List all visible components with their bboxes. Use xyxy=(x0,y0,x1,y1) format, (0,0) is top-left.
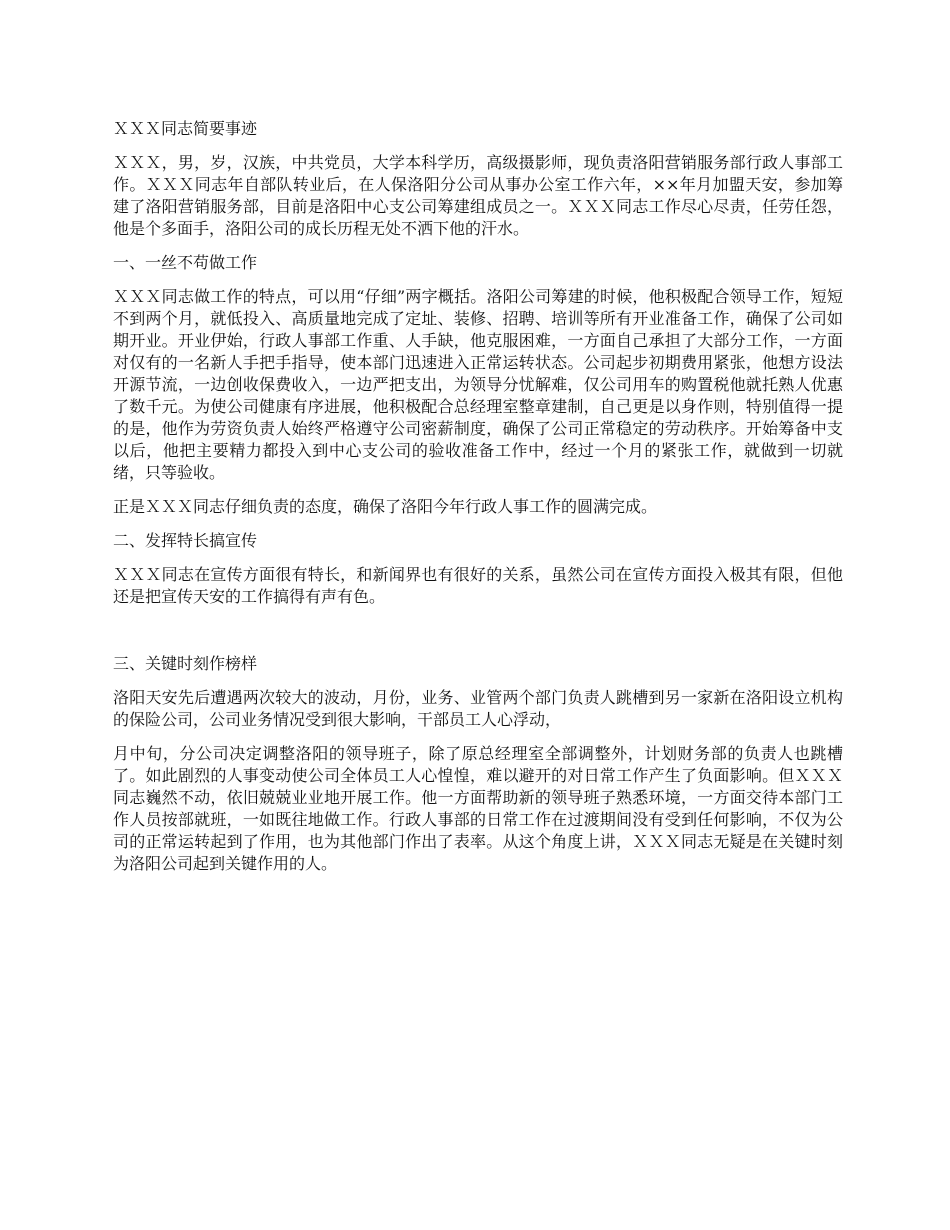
section-3-paragraph-2: 月中旬，分公司决定调整洛阳的领导班子，除了原总经理室全部调整外，计划财务部的负责人也跳槽了。如此剧烈的人事变动使公司全体员工人心惶惶，难以避开的对日常工作产生了负面影响。但ＸＸＸ同志巍然不动，依旧兢兢业业地开展工作。他一方面帮助新的领导班子熟悉环境，一方面交待本部门工作人员按部就班，一如既往地做工作。行政人事部的日常工作在过渡期间没有受到任何影响，不仅为公司的正常运转起到了作用，也为其他部门作出了表率。从这个角度上讲，ＸＸＸ同志无疑是在关键时刻为洛阳公司起到关键作用的人。 xyxy=(113,744,843,873)
section-2-heading: 二、发挥特长搞宣传 xyxy=(113,531,258,550)
section-2-paragraph-1: ＸＸＸ同志在宣传方面很有特长，和新闻界也有很好的关系，虽然公司在宣传方面投入极其有限，但他还是把宣传天安的工作搞得有声有色。 xyxy=(113,565,843,606)
section-1-heading: 一、一丝不苟做工作 xyxy=(113,253,258,272)
document-page xyxy=(113,118,843,887)
section-1-paragraph-2: 正是ＸＸＸ同志仔细负责的态度，确保了洛阳今年行政人事工作的圆满完成。 xyxy=(113,497,658,516)
section-1-paragraph-1: ＸＸＸ同志做工作的特点，可以用“仔细”两字概括。洛阳公司筹建的时候，他积极配合领导工作，短短不到两个月，就低投入、高质量地完成了定址、装修、招聘、培训等所有开业准备工作，确保了公司如期开业。开业伊始，行政人事部工作重、人手缺，他克服困难，一方面自己承担了大部分工作，一方面对仅有的一名新人手把手指导，使本部门迅速进入正常运转状态。公司起步初期费用紧张，他想方设法开源节流，一边创收保费收入，一边严把支出，为领导分忧解难，仅公司用车的购置税他就托熟人优惠了数千元。为使公司健康有序进展，他积极配合总经理室整章建制，自己更是以身作则，特别值得一提的是，他作为劳资负责人始终严格遵守公司密薪制度，确保了公司正常稳定的劳动秩序。开始筹备中支以后，他把主要精力都投入到中心支公司的验收准备工作中，经过一个月的紧张工作，就做到一切就绪，只等验收。 xyxy=(113,287,843,482)
section-3-heading: 三、关键时刻作榜样 xyxy=(113,654,258,673)
section-gap xyxy=(113,620,843,653)
intro-paragraph: ＸＸＸ，男，岁，汉族，中共党员，大学本科学历，高级摄影师，现负责洛阳营销服务部行政人事部工作。ＸＸＸ同志年自部队转业后，在人保洛阳分公司从事办公室工作六年，××年月加盟天安，参加筹建了洛阳营销服务部，目前是洛阳中心支公司筹建组成员之一。ＸＸＸ同志工作尽心尽责，任劳任怨，他是个多面手，洛阳公司的成长历程无处不洒下他的汗水。 xyxy=(113,153,843,238)
document-title: ＸＸＸ同志简要事迹 xyxy=(113,119,258,138)
section-3-paragraph-1: 洛阳天安先后遭遇两次较大的波动，月份，业务、业管两个部门负责人跳槽到另一家新在洛阳设立机构的保险公司，公司业务情况受到很大影响，干部员工人心浮动， xyxy=(113,688,843,729)
